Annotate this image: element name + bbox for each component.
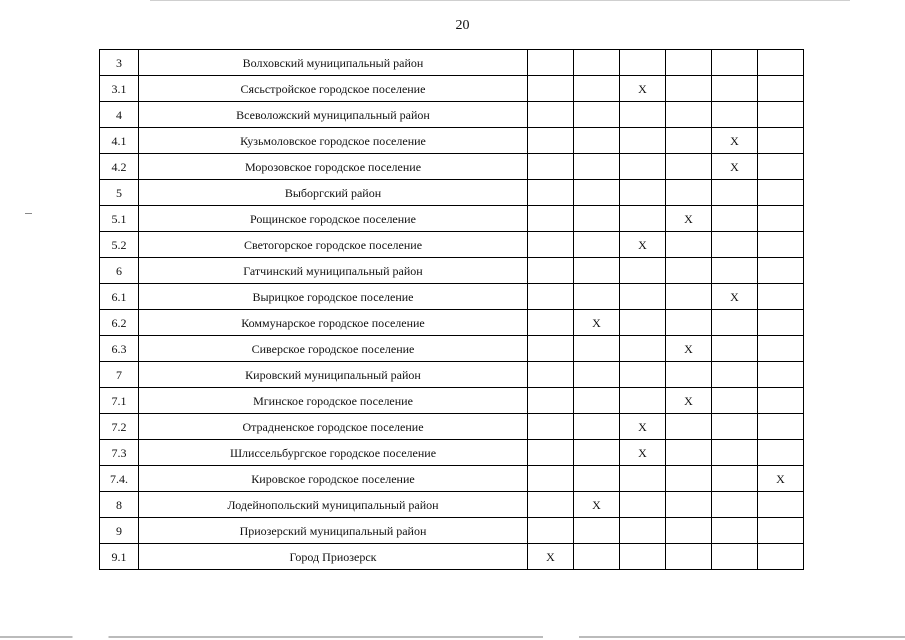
- mark-cell-3: [620, 102, 666, 128]
- table-row: [100, 492, 804, 518]
- mark-cell-6: [758, 206, 804, 232]
- table-row: [100, 310, 804, 336]
- table-row: [100, 440, 804, 466]
- row-number: 4.1: [100, 128, 139, 154]
- mark-cell-4: X: [666, 206, 712, 232]
- mark-cell-3: [620, 362, 666, 388]
- mark-cell-3: [620, 128, 666, 154]
- mark-cell-4: X: [666, 388, 712, 414]
- row-number: 6: [100, 258, 139, 284]
- municipality-name: Мгинское городское поселение: [139, 388, 528, 414]
- mark-cell-4: [666, 284, 712, 310]
- table-row: [100, 102, 804, 128]
- row-number: 3.1: [100, 76, 139, 102]
- mark-cell-1: [528, 258, 574, 284]
- scan-margin-mark: [25, 213, 32, 214]
- mark-cell-3: [620, 310, 666, 336]
- mark-cell-4: [666, 440, 712, 466]
- mark-cell-1: [528, 102, 574, 128]
- row-number: 6.2: [100, 310, 139, 336]
- mark-cell-1: [528, 50, 574, 76]
- mark-cell-6: [758, 76, 804, 102]
- mark-cell-5: [712, 206, 758, 232]
- mark-cell-2: X: [574, 310, 620, 336]
- mark-cell-1: [528, 284, 574, 310]
- mark-cell-1: [528, 336, 574, 362]
- municipality-name: Коммунарское городское поселение: [139, 310, 528, 336]
- mark-cell-4: [666, 180, 712, 206]
- mark-cell-1: [528, 414, 574, 440]
- mark-cell-6: [758, 154, 804, 180]
- mark-cell-4: [666, 232, 712, 258]
- mark-cell-5: [712, 232, 758, 258]
- table-row: [100, 206, 804, 232]
- municipality-name: Всеволожский муниципальный район: [139, 102, 528, 128]
- table-row: [100, 128, 804, 154]
- mark-cell-2: [574, 466, 620, 492]
- scan-top-edge: [150, 0, 850, 1]
- municipality-name: Рощинское городское поселение: [139, 206, 528, 232]
- mark-cell-1: [528, 310, 574, 336]
- mark-cell-3: [620, 466, 666, 492]
- mark-cell-1: [528, 518, 574, 544]
- table-row: [100, 466, 804, 492]
- mark-cell-3: [620, 284, 666, 310]
- mark-cell-1: X: [528, 544, 574, 570]
- mark-cell-1: [528, 440, 574, 466]
- mark-cell-3: [620, 518, 666, 544]
- mark-cell-6: [758, 544, 804, 570]
- row-number: 3: [100, 50, 139, 76]
- row-number: 4: [100, 102, 139, 128]
- mark-cell-1: [528, 492, 574, 518]
- mark-cell-4: [666, 310, 712, 336]
- municipality-name: Светогорское городское поселение: [139, 232, 528, 258]
- mark-cell-2: [574, 544, 620, 570]
- municipality-name: Отрадненское городское поселение: [139, 414, 528, 440]
- table-row: [100, 154, 804, 180]
- mark-cell-1: [528, 388, 574, 414]
- mark-cell-6: [758, 258, 804, 284]
- mark-cell-2: [574, 102, 620, 128]
- mark-cell-4: [666, 362, 712, 388]
- mark-cell-6: [758, 336, 804, 362]
- mark-cell-5: [712, 310, 758, 336]
- municipality-name: Кировское городское поселение: [139, 466, 528, 492]
- row-number: 4.2: [100, 154, 139, 180]
- municipality-name: Кузьмоловское городское поселение: [139, 128, 528, 154]
- mark-cell-3: [620, 544, 666, 570]
- mark-cell-1: [528, 128, 574, 154]
- mark-cell-1: [528, 154, 574, 180]
- municipality-name: Выборгский район: [139, 180, 528, 206]
- mark-cell-2: [574, 258, 620, 284]
- mark-cell-3: [620, 258, 666, 284]
- mark-cell-5: [712, 414, 758, 440]
- table-row: [100, 518, 804, 544]
- row-number: 7.1: [100, 388, 139, 414]
- row-number: 5.1: [100, 206, 139, 232]
- mark-cell-4: [666, 50, 712, 76]
- municipality-name: Сиверское городское поселение: [139, 336, 528, 362]
- mark-cell-3: [620, 336, 666, 362]
- row-number: 5: [100, 180, 139, 206]
- mark-cell-5: [712, 180, 758, 206]
- mark-cell-4: [666, 258, 712, 284]
- mark-cell-2: [574, 284, 620, 310]
- mark-cell-1: [528, 206, 574, 232]
- table-row: [100, 76, 804, 102]
- mark-cell-6: [758, 128, 804, 154]
- mark-cell-5: [712, 258, 758, 284]
- mark-cell-6: [758, 102, 804, 128]
- mark-cell-5: [712, 102, 758, 128]
- mark-cell-6: [758, 284, 804, 310]
- mark-cell-6: [758, 414, 804, 440]
- table-row: [100, 336, 804, 362]
- mark-cell-2: [574, 154, 620, 180]
- page-number: 20: [455, 18, 470, 33]
- mark-cell-4: [666, 128, 712, 154]
- mark-cell-4: [666, 518, 712, 544]
- mark-cell-2: [574, 518, 620, 544]
- mark-cell-5: [712, 492, 758, 518]
- row-number: 7.2: [100, 414, 139, 440]
- mark-cell-1: [528, 362, 574, 388]
- table-row: [100, 258, 804, 284]
- table-row: [100, 414, 804, 440]
- mark-cell-4: [666, 466, 712, 492]
- mark-cell-6: [758, 388, 804, 414]
- municipality-name: Кировский муниципальный район: [139, 362, 528, 388]
- mark-cell-1: [528, 232, 574, 258]
- mark-cell-5: [712, 544, 758, 570]
- mark-cell-3: X: [620, 440, 666, 466]
- mark-cell-2: X: [574, 492, 620, 518]
- mark-cell-3: [620, 388, 666, 414]
- row-number: 7.3: [100, 440, 139, 466]
- mark-cell-6: [758, 50, 804, 76]
- municipality-name: Лодейнопольский муниципальный район: [139, 492, 528, 518]
- mark-cell-2: [574, 362, 620, 388]
- mark-cell-5: X: [712, 154, 758, 180]
- mark-cell-2: [574, 232, 620, 258]
- mark-cell-2: [574, 414, 620, 440]
- mark-cell-6: X: [758, 466, 804, 492]
- mark-cell-2: [574, 76, 620, 102]
- municipality-name: Город Приозерск: [139, 544, 528, 570]
- table-row: [100, 232, 804, 258]
- mark-cell-6: [758, 492, 804, 518]
- mark-cell-5: [712, 518, 758, 544]
- mark-cell-2: [574, 50, 620, 76]
- mark-cell-2: [574, 180, 620, 206]
- table-row: [100, 180, 804, 206]
- mark-cell-5: [712, 336, 758, 362]
- table-row: [100, 284, 804, 310]
- mark-cell-5: [712, 50, 758, 76]
- mark-cell-4: [666, 414, 712, 440]
- scan-bottom-edge: [0, 636, 905, 638]
- mark-cell-5: X: [712, 284, 758, 310]
- mark-cell-5: X: [712, 128, 758, 154]
- row-number: 6.1: [100, 284, 139, 310]
- mark-cell-3: [620, 154, 666, 180]
- municipality-name: Приозерский муниципальный район: [139, 518, 528, 544]
- mark-cell-3: [620, 492, 666, 518]
- mark-cell-3: X: [620, 414, 666, 440]
- mark-cell-4: [666, 492, 712, 518]
- table-row: [100, 50, 804, 76]
- mark-cell-2: [574, 336, 620, 362]
- mark-cell-5: [712, 466, 758, 492]
- table-row: [100, 362, 804, 388]
- mark-cell-5: [712, 76, 758, 102]
- row-number: 7.4.: [100, 466, 139, 492]
- municipality-name: Волховский муниципальный район: [139, 50, 528, 76]
- mark-cell-3: [620, 50, 666, 76]
- mark-cell-3: [620, 180, 666, 206]
- mark-cell-2: [574, 440, 620, 466]
- mark-cell-3: X: [620, 232, 666, 258]
- mark-cell-5: [712, 440, 758, 466]
- mark-cell-3: [620, 206, 666, 232]
- mark-cell-6: [758, 362, 804, 388]
- row-number: 8: [100, 492, 139, 518]
- mark-cell-6: [758, 180, 804, 206]
- municipality-name: Шлиссельбургское городское поселение: [139, 440, 528, 466]
- table-body: [100, 50, 804, 570]
- municipality-name: Гатчинский муниципальный район: [139, 258, 528, 284]
- mark-cell-2: [574, 128, 620, 154]
- mark-cell-1: [528, 76, 574, 102]
- row-number: 9: [100, 518, 139, 544]
- table-row: [100, 544, 804, 570]
- mark-cell-6: [758, 518, 804, 544]
- mark-cell-2: [574, 388, 620, 414]
- mark-cell-4: [666, 76, 712, 102]
- municipality-name: Сясьстройское городское поселение: [139, 76, 528, 102]
- table-row: [100, 388, 804, 414]
- mark-cell-6: [758, 232, 804, 258]
- mark-cell-2: [574, 206, 620, 232]
- settlements-table: [99, 49, 804, 570]
- mark-cell-4: [666, 102, 712, 128]
- mark-cell-6: [758, 440, 804, 466]
- mark-cell-1: [528, 180, 574, 206]
- row-number: 5.2: [100, 232, 139, 258]
- mark-cell-3: X: [620, 76, 666, 102]
- row-number: 9.1: [100, 544, 139, 570]
- mark-cell-5: [712, 362, 758, 388]
- municipality-name: Морозовское городское поселение: [139, 154, 528, 180]
- mark-cell-4: [666, 154, 712, 180]
- row-number: 6.3: [100, 336, 139, 362]
- mark-cell-6: [758, 310, 804, 336]
- mark-cell-1: [528, 466, 574, 492]
- mark-cell-5: [712, 388, 758, 414]
- mark-cell-4: X: [666, 336, 712, 362]
- mark-cell-4: [666, 544, 712, 570]
- municipality-name: Вырицкое городское поселение: [139, 284, 528, 310]
- row-number: 7: [100, 362, 139, 388]
